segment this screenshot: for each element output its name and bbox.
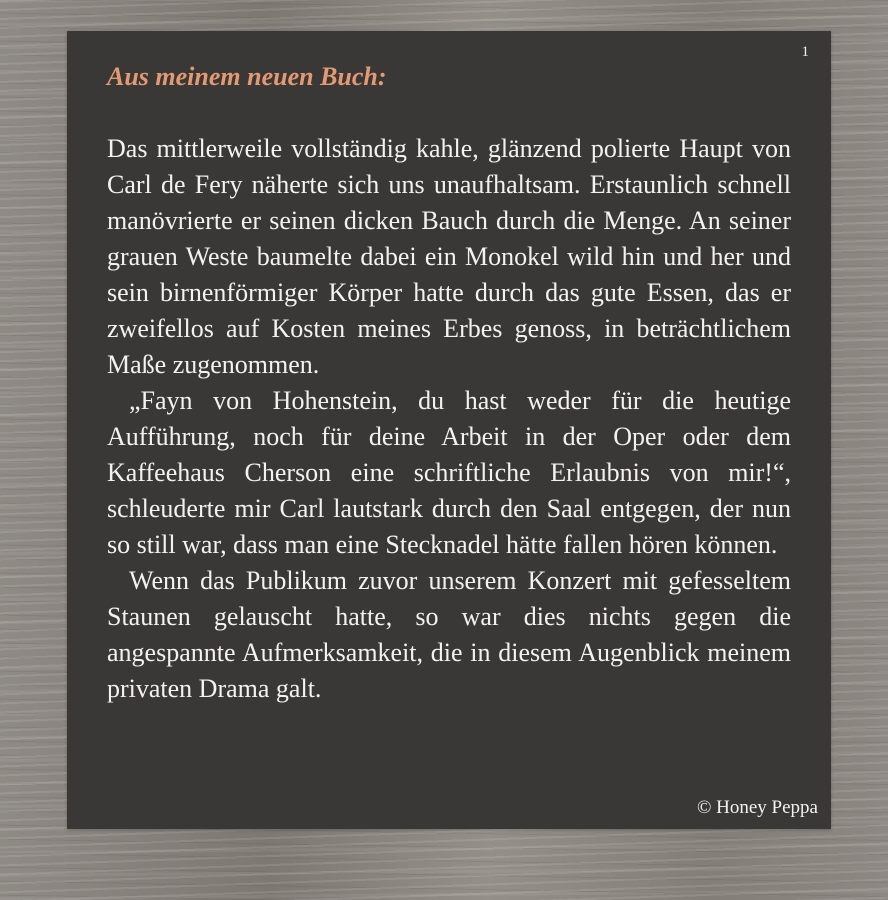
copyright-notice: © Honey Peppa <box>696 797 818 818</box>
paragraph: Wenn das Publikum zuvor unserem Konzert mit gefesseltem Staunen gelauscht hatte, so war dies nichts gegen die angespannte Aufmerksamkeit, die in diesem Augenblick meinem privaten Drama galt. <box>107 566 791 703</box>
page-number: 1 <box>801 44 809 60</box>
paragraph: Das mittlerweile vollständig kahle, glänzend polierte Haupt von Carl de Fery näherte sich uns unaufhaltsam. Erstaunlich schnell manövrierte er seinen dicken Bauch durch die Menge. An seiner grauen Weste baumelte dabei ein Monokel wild hin und her und sein birnenförmiger Körper hatte durch das gute Essen, das er zweifellos auf Kosten meines Erbes genoss, in beträchtlichem Maße zugenommen. <box>107 134 791 379</box>
heading: Aus meinem neuen Buch: <box>107 62 387 91</box>
text-card <box>67 31 831 829</box>
paragraph: „Fayn von Hohenstein, du hast weder für die heutige Aufführung, noch für deine Arbeit in der Oper oder dem Kaffeehaus Cherson eine schriftliche Erlaubnis von mir!“, schleuderte mir Carl lautstark durch den Saal entgegen, der nun so still war, dass man eine Stecknadel hätte fallen hören können. <box>107 386 791 559</box>
excerpt-body <box>107 131 791 707</box>
